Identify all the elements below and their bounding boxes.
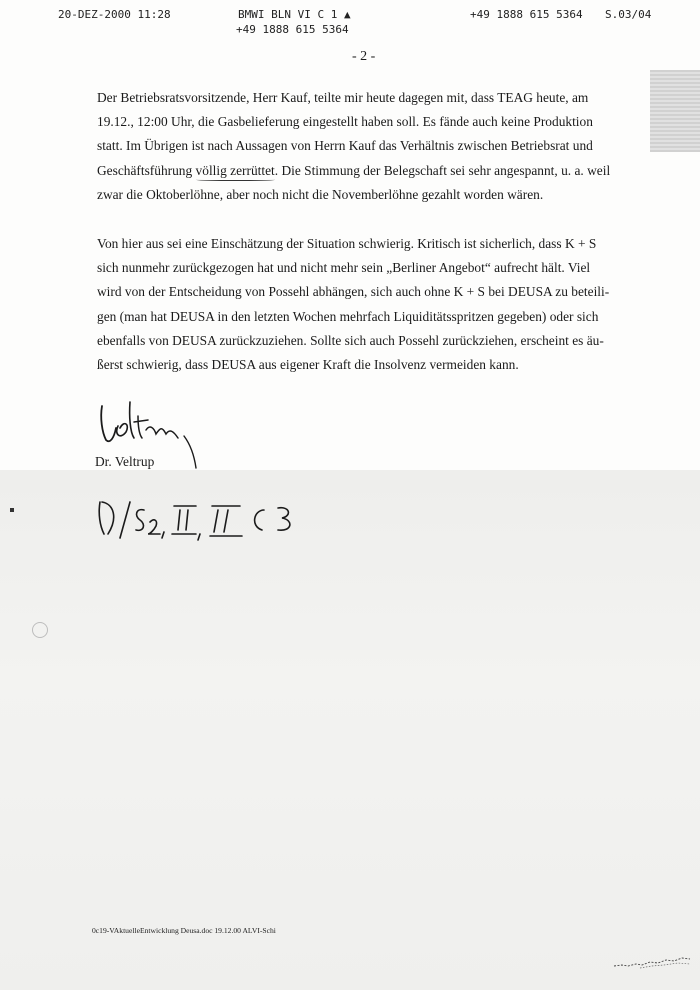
fax-sender-text: BMWI BLN VI C 1 <box>238 8 338 21</box>
footer-file-reference: 0c19-VAktuelleEntwicklung Deusa.doc 19.12.00 ALVI-Schi <box>92 926 276 935</box>
line-text: Geschäftsführung <box>97 162 196 178</box>
corner-stamp-scribble <box>612 952 692 972</box>
line-text: . Die Stimmung der Belegschaft sei sehr angespannt, u. a. weil <box>274 162 611 178</box>
paragraph-2-line: ebenfalls von DEUSA zurückzuziehen. Sollte sich auch Possehl zurückziehen, erscheint es äu- <box>97 332 604 348</box>
scan-dot <box>10 508 14 512</box>
paragraph-2-line: gen (man hat DEUSA in den letzten Wochen mehrfach Liquiditätsspritzen gegeben) oder sich <box>97 308 599 324</box>
fax-date-time: 20-DEZ-2000 11:28 <box>58 8 171 21</box>
paragraph-1-line: statt. Im Übrigen ist nach Aussagen von Herrn Kauf das Verhältnis zwischen Betriebsrat und <box>97 138 593 154</box>
paragraph-2-line: Von hier aus sei eine Einschätzung der Situation schwierig. Kritisch ist sicherlich, dass K + S <box>97 236 597 251</box>
fax-page-indicator: S.03/04 <box>605 8 652 21</box>
paragraph-1-line: Der Betriebsratsvorsitzende, Herr Kauf, teilte mir heute dagegen mit, dass TEAG heute, am <box>97 90 589 105</box>
paragraph-2-line: sich nunmehr zurückgezogen hat und nicht mehr sein „Berliner Angebot“ aufrecht hält. Viel <box>97 260 591 276</box>
paragraph-1-line: zwar die Oktoberlöhne, aber noch nicht die Novemberlöhne gezahlt worden wären. <box>97 186 544 202</box>
punch-hole-mark <box>32 622 48 638</box>
scan-gray-band <box>0 470 700 990</box>
fax-header <box>0 8 700 40</box>
signer-name: Dr. Veltrup <box>95 454 155 469</box>
page-number: - 2 - <box>352 49 376 64</box>
fax-phone-number: +49 1888 615 5364 <box>470 8 583 21</box>
paragraph-2-line: wird von der Entscheidung von Possehl abhängen, sich auch ohne K + S bei DEUSA zu beteili- <box>97 284 610 300</box>
fax-sender <box>238 8 351 21</box>
paragraph-1 <box>97 86 653 207</box>
handwritten-underline-text: völlig zerrüttet <box>195 162 275 178</box>
paragraph-2-line: ßerst schwierig, dass DEUSA aus eigener Kraft die Insolvenz vermeiden kann. <box>97 357 519 373</box>
fax-marker-icon: ▲ <box>337 8 351 21</box>
scan-edge-mark <box>650 70 700 152</box>
fax-phone-secondary: +49 1888 615 5364 <box>236 23 349 36</box>
paragraph-1-line: 19.12., 12:00 Uhr, die Gasbelieferung eingestellt haben soll. Es fände auch keine Produktion <box>97 114 593 130</box>
paragraph-2 <box>97 232 653 377</box>
handwritten-routing-note <box>92 496 312 542</box>
paragraph-1-line <box>97 159 653 183</box>
